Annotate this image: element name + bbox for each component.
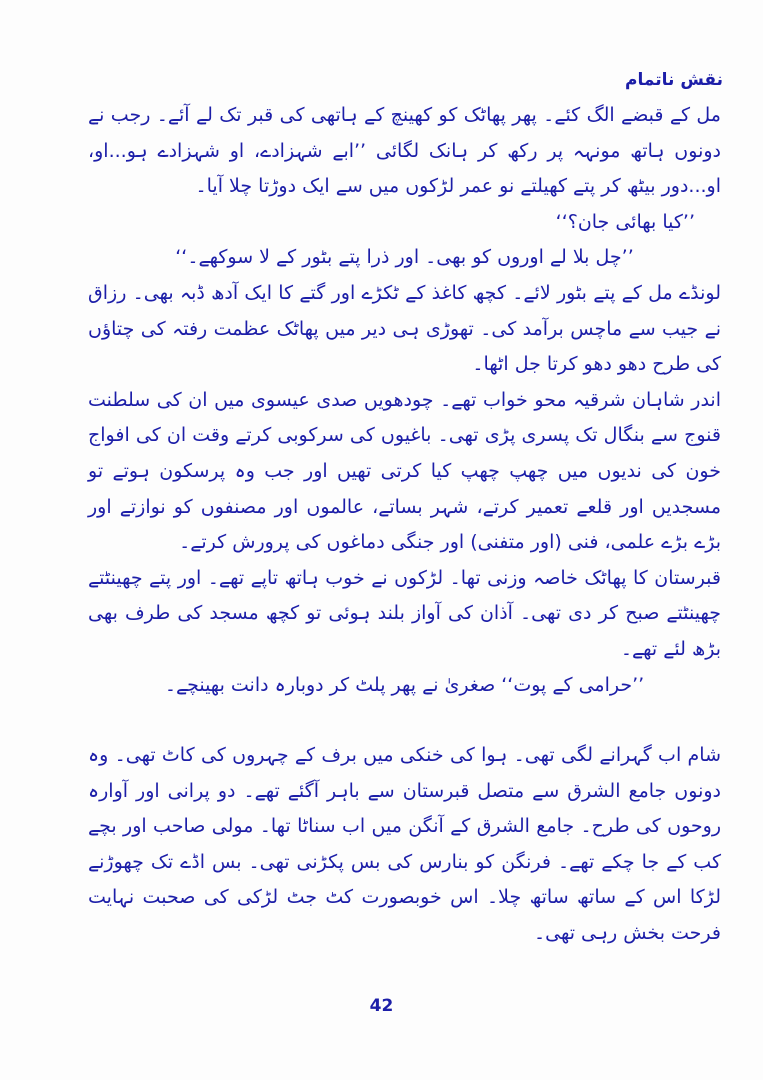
page-number: 42 — [369, 996, 394, 1016]
section-gap — [88, 703, 721, 738]
dialogue-line: ’’حرامی کے پوت‘‘ صغریٰ نے پھر پلٹ کر دوبارہ دانت بھینچے۔ — [164, 673, 645, 696]
paragraph: قبرستان کا پھاٹک خاصہ وزنی تھا۔ لڑکوں نے خوب ہاتھ تاپے تھے۔ اور پتے چھینٹتے چھینٹتے صبح کر دی تھی۔ آذان کی آواز بلند ہوئی تو کچھ مسجد کی طرف بھی بڑھ لئے تھے۔ — [88, 566, 721, 660]
paragraph: اندر شاہان شرقیہ محو خواب تھے۔ چودھویں صدی عیسوی میں ان کی سلطنت قنوج سے بنگال تک پسری پڑی تھی۔ باغیوں کی سرکوبی کرتے وقت ان کی افواج خون کی ندیوں میں چھپ چھپ کیا کرتی تھیں اور جب وہ پرسکون ہوتے تو مسجدیں اور قلعے تعمیر کرتے، شہر بساتے، عالموں اور مصنفوں کو نوازتے اور بڑے بڑے علمی، فنی (اور متفنی) اور جنگی دماغوں کی پرورش کرتے۔ — [88, 388, 721, 554]
paragraph: شام اب گہرانے لگی تھی۔ ہوا کی خنکی میں برف کے چہروں کی کاٹ تھی۔ وہ دونوں جامع الشرق سے متصل قبرستان سے باہر آگئے تھے۔ دو پرانی اور آوارہ روحوں کی طرح۔ جامع الشرق کے آنگن میں اب سناٹا تھا۔ مولی صاحب اور بچے کب کے جا چکے تھے۔ فرنگن کو بنارس کی بس پکڑنی تھی۔ بس اڈے تک چھوڑنے لڑکا اس کے ساتھ ساتھ چلا۔ اس خوبصورت کٹ جٹ لڑکی کی صحبت نہایت فرحت بخش رہی تھی۔ — [88, 744, 721, 945]
book-title: نقش ناتمام — [625, 70, 723, 90]
paragraph: لونڈے مل کے پتے بٹور لائے۔ کچھ کاغذ کے ٹکڑے اور گتے کا ایک آدھ ڈبہ بھی۔ رزاق نے جیب سے ماچس برآمد کی۔ تھوڑی ہی دیر میں پھاٹک عظمت رفتہ کی چتاؤں کی طرح دھو دھو کرتا جل اٹھا۔ — [88, 281, 721, 376]
dialogue-line: ’’چل بلا لے اوروں کو بھی۔ اور ذرا پتے بٹور کے لا سوکھے۔‘‘ — [175, 246, 634, 269]
paragraph: مل کے قبضے الگ کئے۔ پھر پھاٹک کو کھینچ کے ہاتھی کی قبر تک لے آئے۔ رجب نے دونوں ہاتھ مونہہ پر رکھ کر ہانک لگائی ’’ابے شہزادے، او شہزادے ہو...او، او...دور بیٹھ کر پتے کھیلتے نو عمر لڑکوں میں سے ایک دوڑتا چلا آیا۔ — [88, 104, 721, 198]
dialogue-line: ’’کیا بھائی جان؟‘‘ — [555, 210, 695, 233]
page-body — [88, 98, 721, 952]
